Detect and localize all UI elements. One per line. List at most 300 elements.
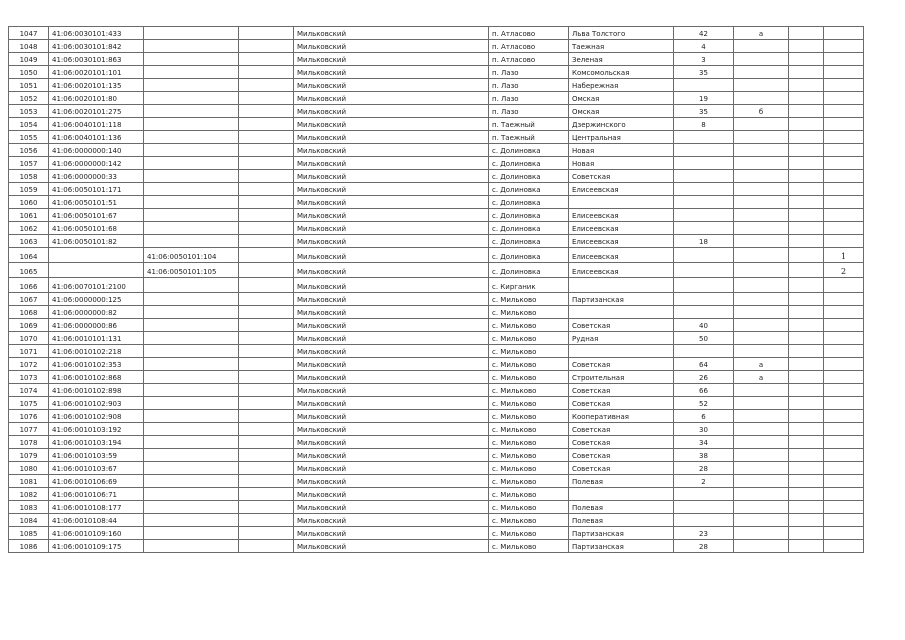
district-cell: Мильковский <box>294 475 489 488</box>
cadastral-number-secondary <box>144 92 239 105</box>
cadastral-number-secondary: 41:06:0050101:104 <box>144 248 239 263</box>
settlement-cell: с. Долиновка <box>489 157 569 170</box>
row-number: 1050 <box>9 66 49 79</box>
house-letter-cell <box>734 436 789 449</box>
empty-cell <box>789 105 824 118</box>
row-number: 1069 <box>9 319 49 332</box>
cadastral-number: 41:06:0040101:118 <box>49 118 144 131</box>
street-cell: Советская <box>569 423 674 436</box>
street-cell <box>569 345 674 358</box>
cadastral-number: 41:06:0020101:275 <box>49 105 144 118</box>
table-row <box>9 306 864 319</box>
empty-cell <box>789 462 824 475</box>
table-row <box>9 278 864 293</box>
extra-number-cell <box>824 462 864 475</box>
settlement-cell: с. Мильково <box>489 475 569 488</box>
empty-cell <box>789 332 824 345</box>
house-number-cell: 64 <box>674 358 734 371</box>
empty-cell <box>789 183 824 196</box>
house-number-cell <box>674 183 734 196</box>
cadastral-number-secondary <box>144 488 239 501</box>
settlement-cell: с. Мильково <box>489 410 569 423</box>
row-number: 1066 <box>9 278 49 293</box>
cadastral-number: 41:06:0010108:44 <box>49 514 144 527</box>
row-number: 1064 <box>9 248 49 263</box>
settlement-cell: с. Мильково <box>489 488 569 501</box>
house-number-cell: 4 <box>674 40 734 53</box>
district-cell: Мильковский <box>294 501 489 514</box>
empty-cell <box>789 235 824 248</box>
district-cell: Мильковский <box>294 332 489 345</box>
row-number: 1075 <box>9 397 49 410</box>
cadastral-number: 41:06:0030101:433 <box>49 27 144 40</box>
district-cell: Мильковский <box>294 183 489 196</box>
street-cell: Советская <box>569 319 674 332</box>
street-cell: Партизанская <box>569 527 674 540</box>
cadastral-number: 41:06:0000000:86 <box>49 319 144 332</box>
cadastral-number: 41:06:0050101:171 <box>49 183 144 196</box>
house-number-cell <box>674 209 734 222</box>
house-letter-cell <box>734 293 789 306</box>
house-letter-cell <box>734 410 789 423</box>
row-number: 1079 <box>9 449 49 462</box>
empty-cell <box>239 53 294 66</box>
settlement-cell: с. Мильково <box>489 449 569 462</box>
house-number-cell <box>674 131 734 144</box>
street-cell: Омская <box>569 92 674 105</box>
house-letter-cell <box>734 248 789 263</box>
street-cell: Елисеевская <box>569 263 674 278</box>
extra-number-cell <box>824 235 864 248</box>
empty-cell <box>789 449 824 462</box>
district-cell: Мильковский <box>294 371 489 384</box>
settlement-cell: с. Мильково <box>489 462 569 475</box>
table-row <box>9 462 864 475</box>
district-cell: Мильковский <box>294 209 489 222</box>
district-cell: Мильковский <box>294 27 489 40</box>
cadastral-number: 41:06:0010102:898 <box>49 384 144 397</box>
empty-cell <box>789 170 824 183</box>
house-number-cell <box>674 488 734 501</box>
table-row <box>9 118 864 131</box>
empty-cell <box>239 384 294 397</box>
empty-cell <box>239 293 294 306</box>
extra-number-cell <box>824 293 864 306</box>
empty-cell <box>239 66 294 79</box>
district-cell: Мильковский <box>294 345 489 358</box>
row-number: 1052 <box>9 92 49 105</box>
street-cell: Кооперативная <box>569 410 674 423</box>
empty-cell <box>239 27 294 40</box>
house-number-cell <box>674 222 734 235</box>
house-number-cell: 35 <box>674 66 734 79</box>
district-cell: Мильковский <box>294 488 489 501</box>
table-row <box>9 397 864 410</box>
extra-number-cell <box>824 40 864 53</box>
settlement-cell: с. Мильково <box>489 527 569 540</box>
register-table <box>8 26 864 553</box>
street-cell: Партизанская <box>569 293 674 306</box>
street-cell: Советская <box>569 397 674 410</box>
district-cell: Мильковский <box>294 40 489 53</box>
empty-cell <box>239 332 294 345</box>
empty-cell <box>239 488 294 501</box>
house-number-cell <box>674 306 734 319</box>
cadastral-number: 41:06:0010109:160 <box>49 527 144 540</box>
row-number: 1061 <box>9 209 49 222</box>
extra-number-cell <box>824 196 864 209</box>
empty-cell <box>239 209 294 222</box>
empty-cell <box>789 157 824 170</box>
row-number: 1060 <box>9 196 49 209</box>
row-number: 1058 <box>9 170 49 183</box>
cadastral-number: 41:06:0070101:2100 <box>49 278 144 293</box>
cadastral-number-secondary <box>144 371 239 384</box>
settlement-cell: с. Мильково <box>489 332 569 345</box>
settlement-cell: с. Мильково <box>489 423 569 436</box>
cadastral-number-secondary <box>144 235 239 248</box>
house-number-cell: 8 <box>674 118 734 131</box>
extra-number-cell <box>824 105 864 118</box>
cadastral-number-secondary <box>144 170 239 183</box>
house-number-cell: 30 <box>674 423 734 436</box>
table-row <box>9 293 864 306</box>
empty-cell <box>239 40 294 53</box>
street-cell: Елисеевская <box>569 222 674 235</box>
cadastral-number: 41:06:0010102:868 <box>49 371 144 384</box>
empty-cell <box>239 371 294 384</box>
row-number: 1076 <box>9 410 49 423</box>
empty-cell <box>789 358 824 371</box>
settlement-cell: с. Мильково <box>489 358 569 371</box>
house-letter-cell <box>734 183 789 196</box>
extra-number-cell <box>824 436 864 449</box>
cadastral-number: 41:06:0020101:80 <box>49 92 144 105</box>
row-number: 1051 <box>9 79 49 92</box>
house-letter-cell <box>734 144 789 157</box>
settlement-cell: п. Атласово <box>489 40 569 53</box>
table-row <box>9 540 864 553</box>
street-cell: Елисеевская <box>569 248 674 263</box>
extra-number-cell: 2 <box>824 263 864 278</box>
cadastral-number-secondary <box>144 278 239 293</box>
district-cell: Мильковский <box>294 436 489 449</box>
extra-number-cell <box>824 92 864 105</box>
district-cell: Мильковский <box>294 540 489 553</box>
table-row <box>9 345 864 358</box>
extra-number-cell <box>824 144 864 157</box>
district-cell: Мильковский <box>294 79 489 92</box>
row-number: 1082 <box>9 488 49 501</box>
settlement-cell: с. Долиновка <box>489 144 569 157</box>
empty-cell <box>239 157 294 170</box>
cadastral-number-secondary <box>144 423 239 436</box>
house-number-cell: 52 <box>674 397 734 410</box>
table-row <box>9 53 864 66</box>
empty-cell <box>789 345 824 358</box>
empty-cell <box>239 358 294 371</box>
empty-cell <box>239 79 294 92</box>
district-cell: Мильковский <box>294 397 489 410</box>
settlement-cell: с. Долиновка <box>489 235 569 248</box>
district-cell: Мильковский <box>294 319 489 332</box>
district-cell: Мильковский <box>294 278 489 293</box>
house-letter-cell <box>734 118 789 131</box>
cadastral-number: 41:06:0010102:908 <box>49 410 144 423</box>
district-cell: Мильковский <box>294 462 489 475</box>
empty-cell <box>239 196 294 209</box>
cadastral-number: 41:06:0000000:142 <box>49 157 144 170</box>
table-row <box>9 209 864 222</box>
house-number-cell: 28 <box>674 462 734 475</box>
street-cell: Полевая <box>569 514 674 527</box>
row-number: 1047 <box>9 27 49 40</box>
settlement-cell: с. Долиновка <box>489 248 569 263</box>
extra-number-cell <box>824 278 864 293</box>
settlement-cell: п. Таежный <box>489 131 569 144</box>
house-letter-cell <box>734 66 789 79</box>
street-cell: Советская <box>569 462 674 475</box>
row-number: 1059 <box>9 183 49 196</box>
cadastral-number-secondary <box>144 131 239 144</box>
table-row <box>9 410 864 423</box>
settlement-cell: с. Долиновка <box>489 222 569 235</box>
empty-cell <box>789 436 824 449</box>
cadastral-number <box>49 248 144 263</box>
extra-number-cell <box>824 371 864 384</box>
street-cell: Комсомольская <box>569 66 674 79</box>
cadastral-number-secondary <box>144 196 239 209</box>
cadastral-number: 41:06:0020101:135 <box>49 79 144 92</box>
cadastral-number-secondary <box>144 319 239 332</box>
extra-number-cell <box>824 540 864 553</box>
table-row <box>9 131 864 144</box>
house-number-cell: 34 <box>674 436 734 449</box>
house-number-cell <box>674 345 734 358</box>
row-number: 1048 <box>9 40 49 53</box>
house-letter-cell <box>734 131 789 144</box>
house-number-cell <box>674 501 734 514</box>
extra-number-cell <box>824 397 864 410</box>
street-cell: Советская <box>569 358 674 371</box>
house-number-cell: 3 <box>674 53 734 66</box>
cadastral-number: 41:06:0010109:175 <box>49 540 144 553</box>
empty-cell <box>239 319 294 332</box>
house-number-cell: 35 <box>674 105 734 118</box>
street-cell: Строительная <box>569 371 674 384</box>
settlement-cell: с. Долиновка <box>489 209 569 222</box>
house-letter-cell <box>734 79 789 92</box>
empty-cell <box>239 105 294 118</box>
row-number: 1077 <box>9 423 49 436</box>
extra-number-cell <box>824 488 864 501</box>
house-letter-cell <box>734 319 789 332</box>
settlement-cell: с. Долиновка <box>489 183 569 196</box>
settlement-cell: с. Мильково <box>489 319 569 332</box>
house-number-cell <box>674 293 734 306</box>
house-number-cell <box>674 263 734 278</box>
row-number: 1065 <box>9 263 49 278</box>
settlement-cell: с. Мильково <box>489 514 569 527</box>
cadastral-number: 41:06:0010103:59 <box>49 449 144 462</box>
empty-cell <box>239 170 294 183</box>
district-cell: Мильковский <box>294 105 489 118</box>
row-number: 1067 <box>9 293 49 306</box>
house-letter-cell <box>734 209 789 222</box>
table-row <box>9 449 864 462</box>
empty-cell <box>789 488 824 501</box>
table-row <box>9 488 864 501</box>
empty-cell <box>239 144 294 157</box>
house-number-cell <box>674 79 734 92</box>
district-cell: Мильковский <box>294 92 489 105</box>
extra-number-cell <box>824 183 864 196</box>
row-number: 1072 <box>9 358 49 371</box>
house-letter-cell <box>734 345 789 358</box>
empty-cell <box>239 263 294 278</box>
empty-cell <box>789 66 824 79</box>
street-cell: Рудная <box>569 332 674 345</box>
cadastral-number: 41:06:0050101:67 <box>49 209 144 222</box>
row-number: 1063 <box>9 235 49 248</box>
house-letter-cell <box>734 278 789 293</box>
table-row <box>9 475 864 488</box>
cadastral-number: 41:06:0010101:131 <box>49 332 144 345</box>
table-body <box>9 27 864 553</box>
extra-number-cell <box>824 410 864 423</box>
empty-cell <box>789 196 824 209</box>
house-number-cell <box>674 196 734 209</box>
empty-cell <box>789 79 824 92</box>
empty-cell <box>789 501 824 514</box>
cadastral-number-secondary <box>144 384 239 397</box>
street-cell: Советская <box>569 436 674 449</box>
cadastral-number <box>49 263 144 278</box>
empty-cell <box>789 410 824 423</box>
empty-cell <box>789 514 824 527</box>
table-row <box>9 263 864 278</box>
cadastral-number-secondary <box>144 540 239 553</box>
empty-cell <box>239 540 294 553</box>
cadastral-number: 41:06:0040101:136 <box>49 131 144 144</box>
empty-cell <box>789 293 824 306</box>
cadastral-number: 41:06:0010103:192 <box>49 423 144 436</box>
row-number: 1083 <box>9 501 49 514</box>
cadastral-number: 41:06:0000000:140 <box>49 144 144 157</box>
street-cell: Полевая <box>569 501 674 514</box>
cadastral-number: 41:06:0050101:51 <box>49 196 144 209</box>
empty-cell <box>239 514 294 527</box>
street-cell: Зеленая <box>569 53 674 66</box>
settlement-cell: п. Лазо <box>489 66 569 79</box>
table-row <box>9 248 864 263</box>
empty-cell <box>789 319 824 332</box>
street-cell <box>569 488 674 501</box>
extra-number-cell <box>824 66 864 79</box>
empty-cell <box>789 278 824 293</box>
extra-number-cell <box>824 384 864 397</box>
empty-cell <box>789 222 824 235</box>
settlement-cell: п. Таежный <box>489 118 569 131</box>
table-row <box>9 235 864 248</box>
row-number: 1071 <box>9 345 49 358</box>
empty-cell <box>789 527 824 540</box>
settlement-cell: п. Лазо <box>489 92 569 105</box>
empty-cell <box>789 209 824 222</box>
street-cell: Новая <box>569 144 674 157</box>
table-row <box>9 436 864 449</box>
cadastral-number: 41:06:0010106:69 <box>49 475 144 488</box>
row-number: 1070 <box>9 332 49 345</box>
house-letter-cell: а <box>734 371 789 384</box>
cadastral-number: 41:06:0010106:71 <box>49 488 144 501</box>
extra-number-cell <box>824 527 864 540</box>
row-number: 1053 <box>9 105 49 118</box>
district-cell: Мильковский <box>294 248 489 263</box>
extra-number-cell <box>824 53 864 66</box>
empty-cell <box>239 248 294 263</box>
house-letter-cell <box>734 263 789 278</box>
cadastral-number-secondary <box>144 449 239 462</box>
street-cell: Советская <box>569 384 674 397</box>
extra-number-cell <box>824 358 864 371</box>
empty-cell <box>789 144 824 157</box>
cadastral-number: 41:06:0010103:67 <box>49 462 144 475</box>
settlement-cell: с. Долиновка <box>489 196 569 209</box>
settlement-cell: с. Кирганик <box>489 278 569 293</box>
street-cell: Елисеевская <box>569 183 674 196</box>
settlement-cell: п. Атласово <box>489 53 569 66</box>
street-cell <box>569 196 674 209</box>
cadastral-number-secondary <box>144 183 239 196</box>
cadastral-number: 41:06:0050101:82 <box>49 235 144 248</box>
row-number: 1086 <box>9 540 49 553</box>
extra-number-cell <box>824 79 864 92</box>
extra-number-cell <box>824 449 864 462</box>
district-cell: Мильковский <box>294 196 489 209</box>
row-number: 1074 <box>9 384 49 397</box>
house-number-cell: 18 <box>674 235 734 248</box>
district-cell: Мильковский <box>294 410 489 423</box>
district-cell: Мильковский <box>294 157 489 170</box>
extra-number-cell <box>824 306 864 319</box>
table-row <box>9 79 864 92</box>
row-number: 1056 <box>9 144 49 157</box>
street-cell <box>569 278 674 293</box>
house-number-cell: 23 <box>674 527 734 540</box>
extra-number-cell: 1 <box>824 248 864 263</box>
table-row <box>9 105 864 118</box>
table-row <box>9 222 864 235</box>
extra-number-cell <box>824 475 864 488</box>
district-cell: Мильковский <box>294 144 489 157</box>
cadastral-number-secondary <box>144 79 239 92</box>
district-cell: Мильковский <box>294 131 489 144</box>
row-number: 1068 <box>9 306 49 319</box>
street-cell: Советская <box>569 449 674 462</box>
extra-number-cell <box>824 131 864 144</box>
house-letter-cell <box>734 527 789 540</box>
house-letter-cell <box>734 196 789 209</box>
empty-cell <box>789 397 824 410</box>
empty-cell <box>789 423 824 436</box>
empty-cell <box>789 384 824 397</box>
empty-cell <box>789 263 824 278</box>
house-letter-cell: а <box>734 27 789 40</box>
settlement-cell: с. Мильково <box>489 397 569 410</box>
house-letter-cell <box>734 235 789 248</box>
empty-cell <box>239 462 294 475</box>
